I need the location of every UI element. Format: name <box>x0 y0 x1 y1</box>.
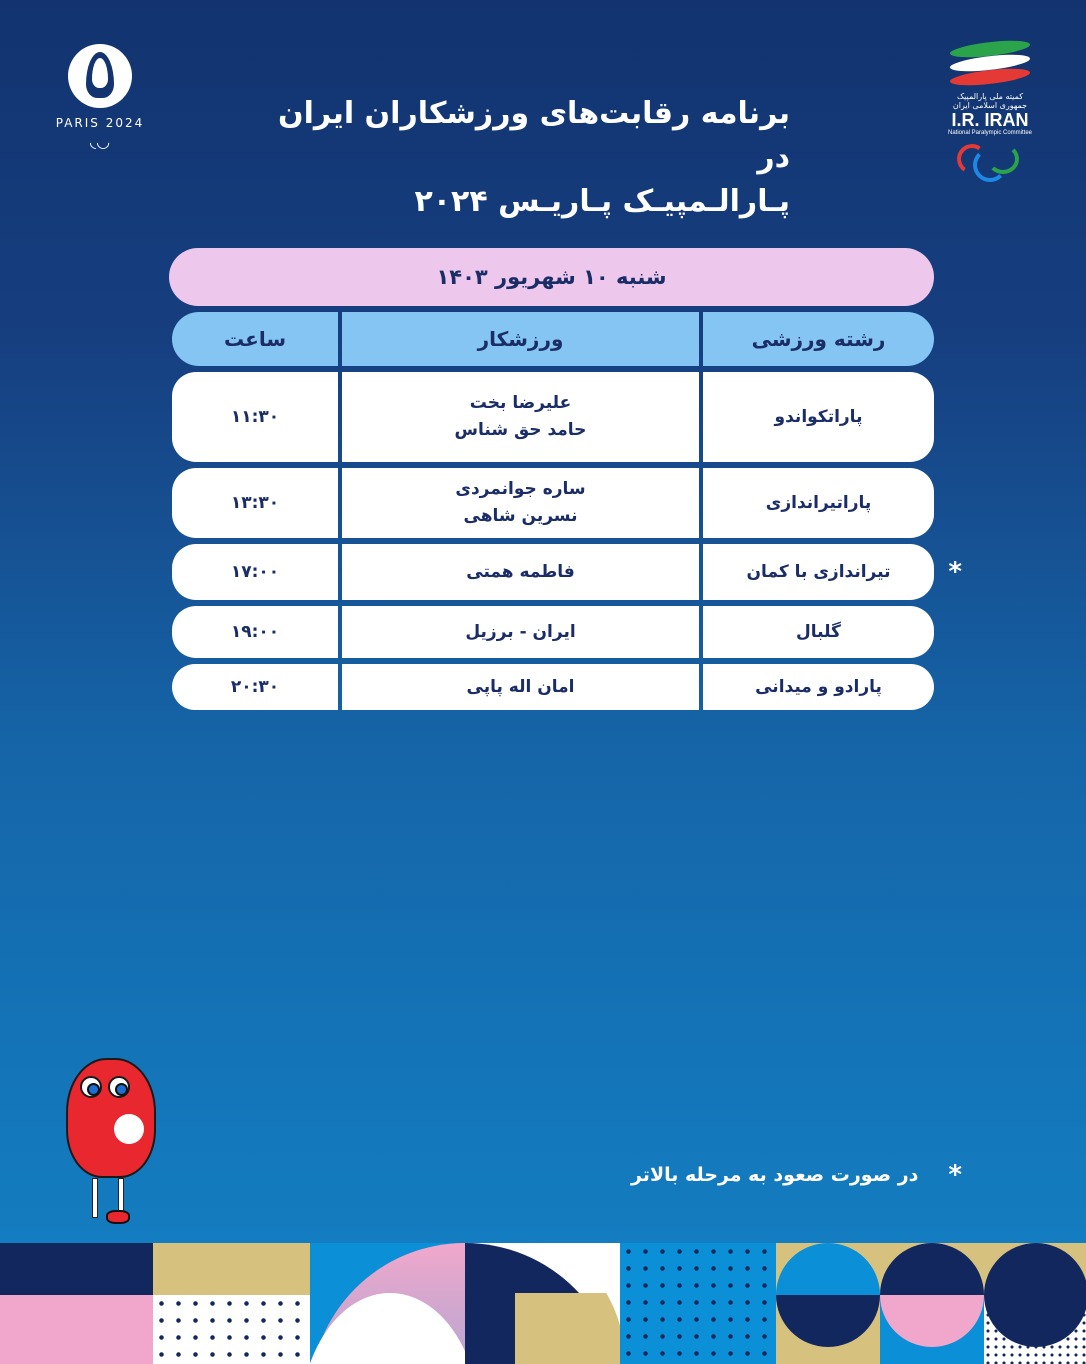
npc-name: I.R. IRAN <box>951 110 1029 130</box>
athlete-name: علیرضا بخت <box>469 393 572 413</box>
time-cell: ۱۹:۰۰ <box>172 606 338 658</box>
sport-cell: پاراتکواندو <box>703 372 934 462</box>
paris-2024-flame-icon <box>68 44 132 108</box>
athlete-name: نسرین شاهی <box>463 506 578 526</box>
decorative-pattern-strip <box>0 1243 1086 1364</box>
npc-calligraphy: کمیته ملی پارالمپیک جمهوری اسلامی ایران <box>952 92 1028 110</box>
sport-cell: پاراتیراندازی <box>703 468 934 538</box>
pattern-tile-blue-dots <box>620 1243 776 1364</box>
phryge-mascot-illustration <box>56 1050 166 1250</box>
time-cell: ۲۰:۳۰ <box>172 664 338 710</box>
paralympic-agitos-icon <box>955 144 1025 184</box>
pattern-tile-pink <box>0 1295 153 1364</box>
athlete-cell <box>342 468 699 538</box>
asterisk-icon: * <box>948 1160 962 1190</box>
conditional-asterisk-icon: * <box>948 557 962 587</box>
athlete-cell: امان اله پاپی <box>342 664 699 710</box>
sport-cell: پارادو و میدانی <box>703 664 934 710</box>
time-cell: ۱۳:۳۰ <box>172 468 338 538</box>
table-header-row <box>169 312 934 366</box>
pattern-tile-gold <box>153 1243 310 1295</box>
paris-2024-badge-icon <box>114 1114 144 1144</box>
sport-cell: تیراندازی با کمان <box>703 544 934 600</box>
athlete-cell: فاطمه همتی <box>342 544 699 600</box>
pattern-tile-circles <box>776 1243 1086 1364</box>
footnote-text: در صورت صعود به مرحله بالاتر <box>630 1164 919 1186</box>
paris-2024-wordmark: PARIS 2024 <box>55 116 145 130</box>
pattern-tile-navy <box>0 1243 153 1295</box>
time-cell: ۱۱:۳۰ <box>172 372 338 462</box>
athlete-name: حامد حق شناس <box>454 420 587 440</box>
title-line-1: برنامه رقابت‌های ورزشکاران ایران در <box>278 96 790 175</box>
footnote <box>631 1160 962 1190</box>
pattern-tile-quarter <box>465 1243 620 1364</box>
table-row <box>169 468 934 538</box>
column-header-time: ساعت <box>172 312 338 366</box>
npc-subtitle: National Paralympic Committee <box>947 130 1033 136</box>
athlete-cell <box>342 372 699 462</box>
time-cell: ۱۷:۰۰ <box>172 544 338 600</box>
table-row <box>169 606 934 658</box>
iran-npc-logo <box>942 40 1038 184</box>
column-header-sport: رشته ورزشی <box>703 312 934 366</box>
iran-flag-icon <box>946 40 1034 86</box>
sport-cell: گلبال <box>703 606 934 658</box>
paris-2024-logo <box>44 44 156 151</box>
date-banner: شنبه ۱۰ شهریور ۱۴۰۳ <box>169 248 934 306</box>
schedule-table <box>169 248 962 710</box>
paralympic-agitos-icon: ◟◡ <box>89 132 111 151</box>
page-title <box>240 92 790 224</box>
title-line-2: پـارالـمپیـک پـاریـس ۲۰۲۴ <box>414 184 790 219</box>
athlete-name: ساره جوانمردی <box>455 479 586 499</box>
column-header-athlete: ورزشکار <box>342 312 699 366</box>
table-row <box>169 544 962 600</box>
athlete-cell: ایران - برزیل <box>342 606 699 658</box>
table-row <box>169 664 934 710</box>
pattern-tile-arc <box>310 1243 465 1364</box>
table-row <box>169 372 934 462</box>
pattern-tile-dots <box>153 1295 310 1364</box>
